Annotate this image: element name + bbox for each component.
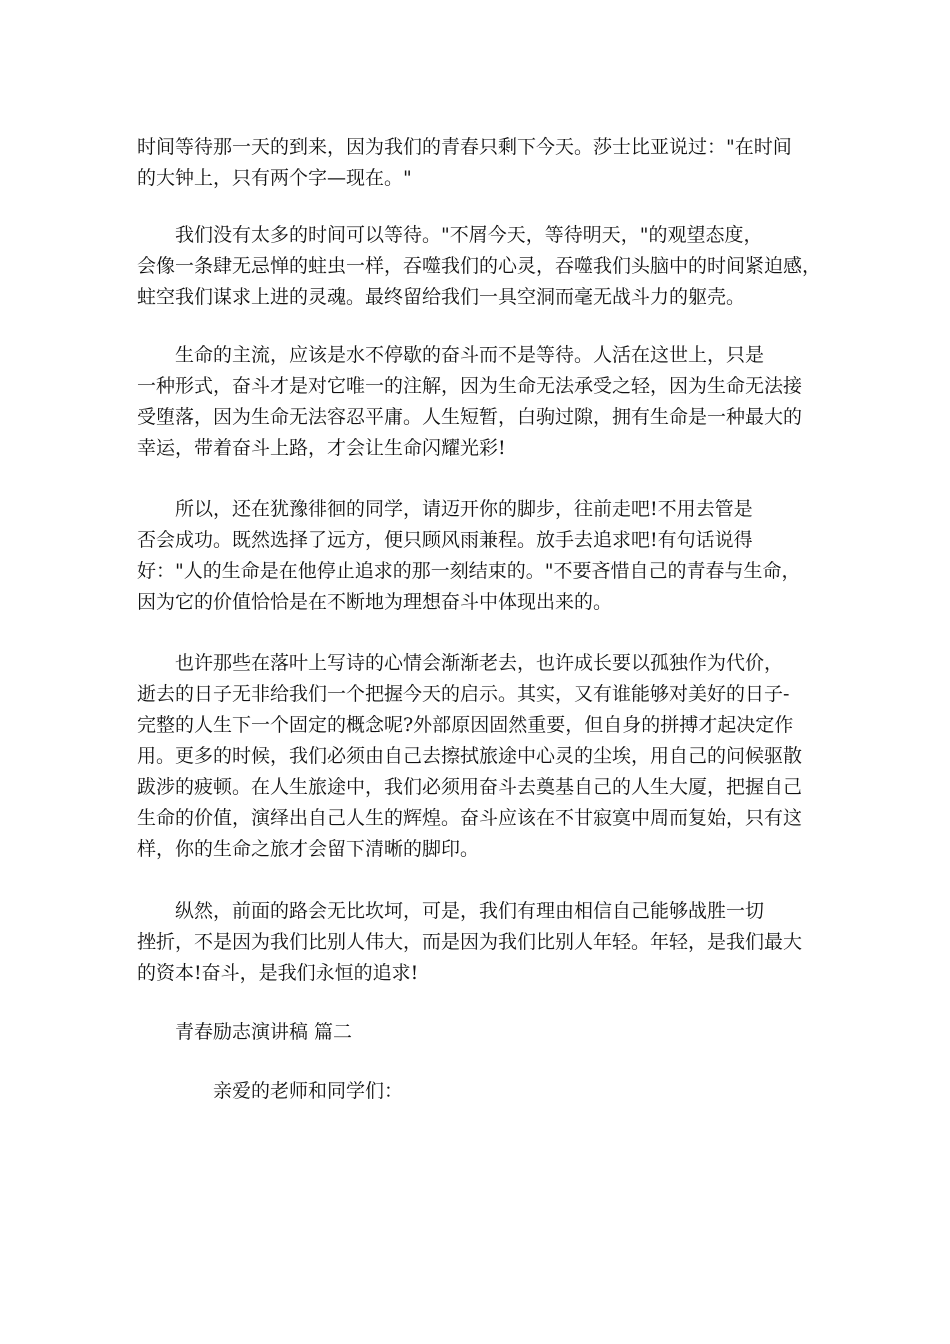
paragraph-line: 生命的价值，演绎出自己人生的辉煌。奋斗应该在不甘寂寞中周而复始，只有这 <box>137 807 803 829</box>
paragraph-2 <box>137 220 822 313</box>
paragraph-line: 因为它的价值恰恰是在不断地为理想奋斗中体现出来的。 <box>137 591 613 613</box>
paragraph-5 <box>137 648 817 865</box>
paragraph-line: 逝去的日子无非给我们一个把握今天的启示。其实，又有谁能够对美好的日子- <box>137 683 790 705</box>
paragraph-line: 受堕落，因为生命无法容忍平庸。人生短暂，白驹过隙，拥有生命是一种最大的 <box>137 406 803 428</box>
paragraph-4 <box>137 494 817 618</box>
paragraph-line: 幸运，带着奋斗上路，才会让生命闪耀光彩! <box>137 437 506 459</box>
paragraph-line: 样，你的生命之旅才会留下清晰的脚印。 <box>137 838 480 860</box>
paragraph-1 <box>137 132 817 194</box>
paragraph-line: 跋涉的疲顿。在人生旅途中，我们必须用奋斗去奠基自己的人生大厦，把握自己 <box>137 776 803 798</box>
paragraph-line: 也许那些在落叶上写诗的心情会渐渐老去，也许成长要以孤独作为代价， <box>137 652 784 674</box>
paragraph-line: 一种形式，奋斗才是对它唯一的注解，因为生命无法承受之轻，因为生命无法接 <box>137 375 803 397</box>
paragraph-6 <box>137 896 817 989</box>
paragraph-line: 否会成功。既然选择了远方，便只顾风雨兼程。放手去追求吧!有句话说得 <box>137 529 753 551</box>
paragraph-line: 用。更多的时候，我们必须由自己去擦拭旅途中心灵的尘埃，用自己的问候驱散 <box>137 745 803 767</box>
paragraph-line: 我们没有太多的时间可以等待。"不屑今天，等待明天，"的观望态度， <box>137 224 763 246</box>
paragraph-line: 的资本!奋斗，是我们永恒的追求! <box>137 962 419 984</box>
paragraph-line: 所以，还在犹豫徘徊的同学，请迈开你的脚步，往前走吧!不用去管是 <box>137 498 753 520</box>
paragraph-line: 好："人的生命是在他停止追求的那一刻结束的。"不要吝惜自己的青春与生命， <box>137 560 801 582</box>
paragraph-line: 蛀空我们谋求上进的灵魂。最终留给我们一具空洞而毫无战斗力的躯壳。 <box>137 286 746 308</box>
paragraph-line: 时间等待那一天的到来，因为我们的青春只剩下今天。莎士比亚说过："在时间 <box>137 136 792 158</box>
paragraph-line: 的大钟上，只有两个字—现在。" <box>137 167 412 189</box>
paragraph-line: 生命的主流，应该是水不停歇的奋斗而不是等待。人活在这世上，只是 <box>137 344 765 366</box>
greeting-line: 亲爱的老师和同学们： <box>213 1080 404 1102</box>
paragraph-line: 完整的人生下一个固定的概念呢?外部原因固然重要，但自身的拼搏才起决定作 <box>137 714 794 736</box>
paragraph-3 <box>137 340 817 464</box>
paragraph-line: 挫折，不是因为我们比别人伟大，而是因为我们比别人年轻。年轻，是我们最大 <box>137 931 803 953</box>
section-heading: 青春励志演讲稿 篇二 <box>175 1021 353 1043</box>
paragraph-line: 纵然，前面的路会无比坎坷，可是，我们有理由相信自己能够战胜一切 <box>137 900 765 922</box>
paragraph-line: 会像一条肆无忌惮的蛀虫一样，吞噬我们的心灵，吞噬我们头脑中的时间紧迫感， <box>137 255 822 277</box>
